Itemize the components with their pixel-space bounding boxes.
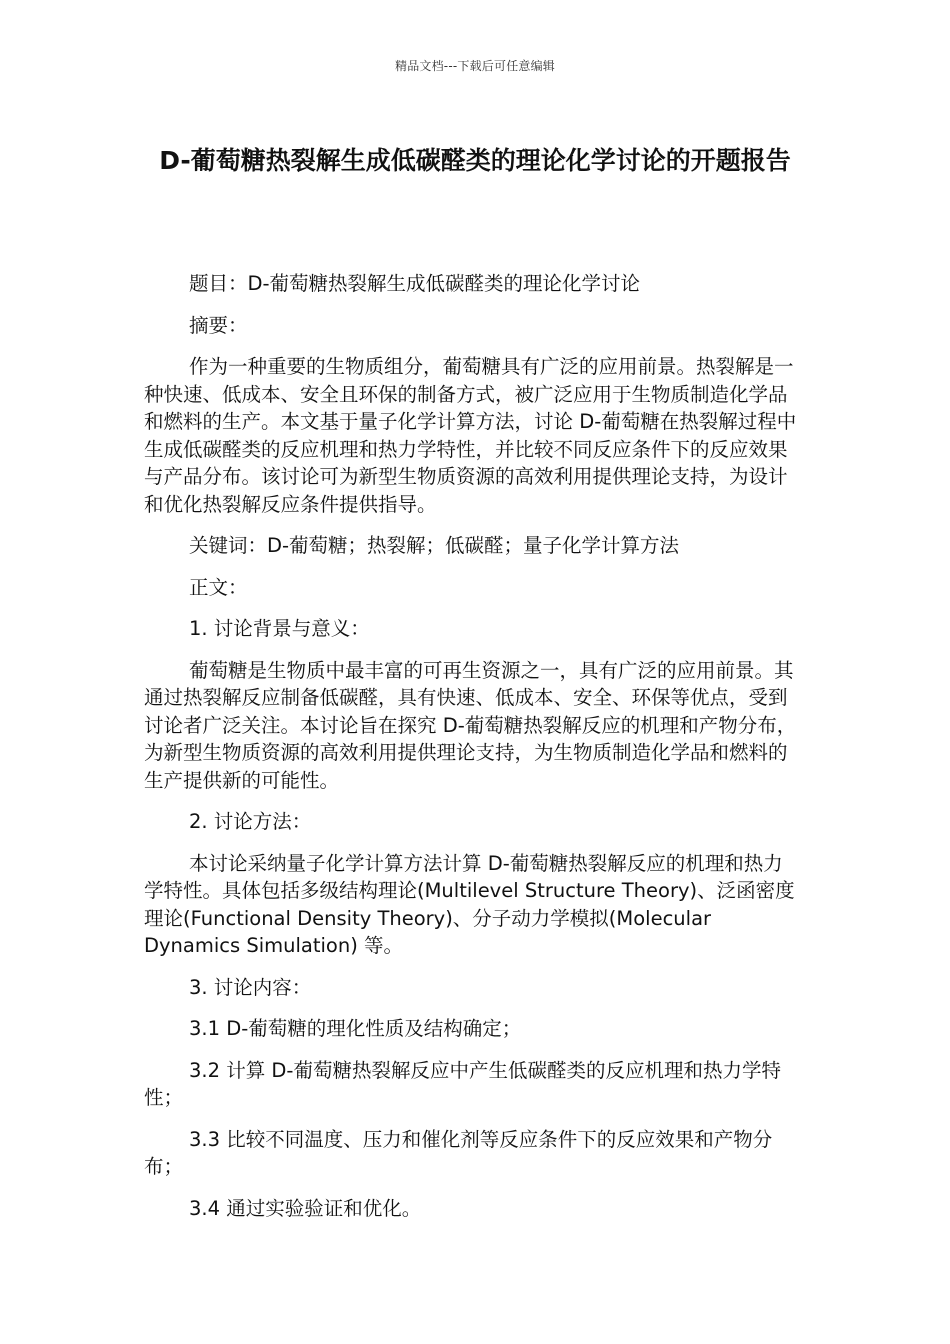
section-2-heading: 2. 讨论方法：: [189, 810, 312, 833]
section-3-heading: 3. 讨论内容：: [189, 975, 312, 999]
keywords-line: 关键词：D-葡萄糖；热裂解；低碳醛；量子化学计算方法: [189, 534, 680, 557]
section-3-3-item: 3.3 比较不同温度、压力和催化剂等反应条件下的反应效果和产物分布；: [144, 1127, 773, 1178]
document-body: [144, 270, 800, 1236]
section-1-paragraph: 葡萄糖是生物质中最丰富的可再生资源之一，具有广泛的应用前景。其通过热裂解反应制备低碳醛，具有快速、低成本、安全、环保等优点，受到讨论者广泛关注。本讨论旨在探究 D-葡萄糖热裂解反应的机理和产物分布，为新型生物质资源的高效利用提供理论支持，为生物质制造化学品和燃料的生产提供新的可能性。: [144, 658, 797, 792]
section-2-paragraph: 本讨论采纳量子化学计算方法计算 D-葡萄糖热裂解反应的机理和热力学特性。具体包括多级结构理论(Multilevel Structure Theory)、泛函密度理论(Functional Density Theory)、分子动力学模拟(Molecular Dynamics Simulation) 等。: [144, 851, 795, 957]
abstract-paragraph: 作为一种重要的生物质组分，葡萄糖具有广泛的应用前景。热裂解是一种快速、低成本、安全且环保的制备方式，被广泛应用于生物质制造化学品和燃料的生产。本文基于量子化学计算方法，讨论 D-葡萄糖在热裂解过程中生成低碳醛类的反应机理和热力学特性，并比较不同反应条件下的反应效果与产品分布。该讨论可为新型生物质资源的高效利用提供理论支持，为设计和优化热裂解反应条件提供指导。: [144, 355, 797, 516]
main-text-heading: 正文：: [189, 575, 248, 599]
header-note: 精品文档---下载后可任意编辑: [395, 59, 555, 73]
topic-line: 题目：D-葡萄糖热裂解生成低碳醛类的理论化学讨论: [189, 272, 641, 295]
section-3-4-item: 3.4 通过实验验证和优化。: [189, 1196, 422, 1220]
section-1-heading: 1. 讨论背景与意义：: [189, 617, 370, 640]
document-title: D-葡萄糖热裂解生成低碳醛类的理论化学讨论的开题报告: [159, 146, 791, 175]
section-3-1-item: 3.1 D-葡萄糖的理化性质及结构确定；: [189, 1017, 522, 1040]
section-3-2-item: 3.2 计算 D-葡萄糖热裂解反应中产生低碳醛类的反应机理和热力学特性；: [144, 1058, 781, 1109]
abstract-heading: 摘要：: [189, 313, 248, 337]
